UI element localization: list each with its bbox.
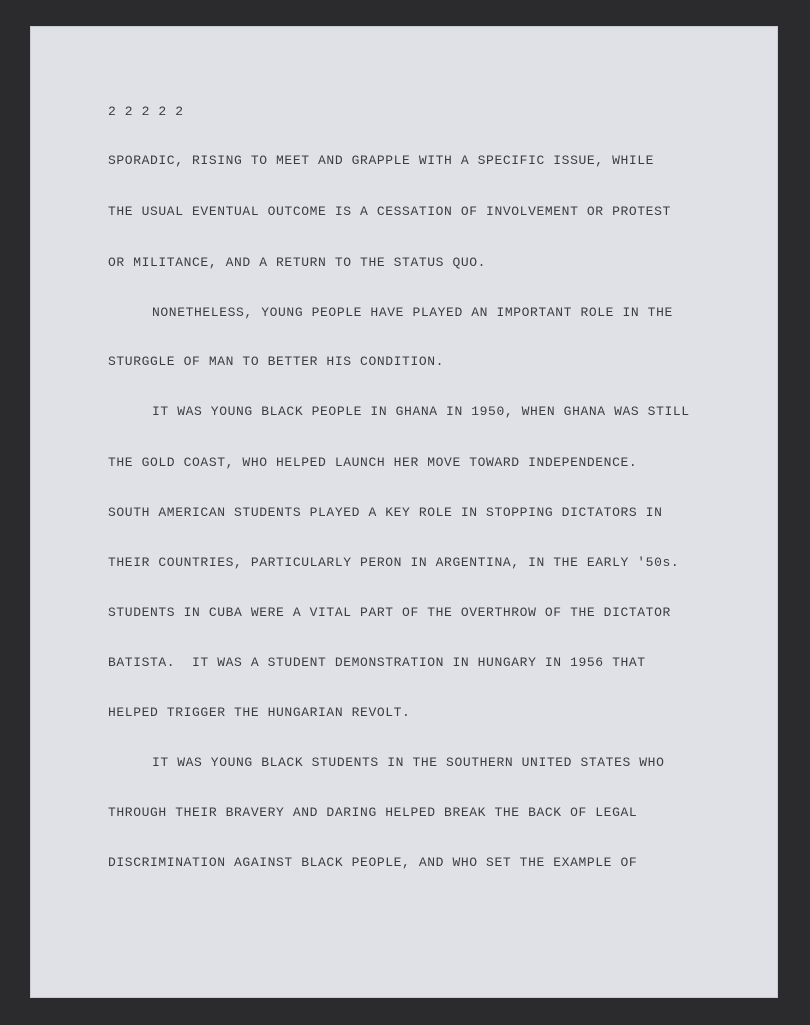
document-page (30, 26, 778, 998)
text-line: OR MILITANCE, AND A RETURN TO THE STATUS QUO. (108, 255, 487, 270)
text-line: THEIR COUNTRIES, PARTICULARLY PERON IN ARGENTINA, IN THE EARLY '50s. (108, 555, 680, 570)
text-line: STURGGLE OF MAN TO BETTER HIS CONDITION. (108, 354, 445, 369)
text-line: HELPED TRIGGER THE HUNGARIAN REVOLT. (108, 705, 411, 720)
text-line: BATISTA. IT WAS A STUDENT DEMONSTRATION IN HUNGARY IN 1956 THAT (108, 655, 646, 670)
text-line: DISCRIMINATION AGAINST BLACK PEOPLE, AND WHO SET THE EXAMPLE OF (108, 855, 638, 870)
text-line: THE GOLD COAST, WHO HELPED LAUNCH HER MOVE TOWARD INDEPENDENCE. (108, 455, 638, 470)
text-line: THROUGH THEIR BRAVERY AND DARING HELPED BREAK THE BACK OF LEGAL (108, 805, 638, 820)
text-line: SOUTH AMERICAN STUDENTS PLAYED A KEY ROLE IN STOPPING DICTATORS IN (108, 505, 663, 520)
paragraph-start-line: IT WAS YOUNG BLACK STUDENTS IN THE SOUTHERN UNITED STATES WHO (152, 755, 665, 770)
paragraph-start-line: NONETHELESS, YOUNG PEOPLE HAVE PLAYED AN IMPORTANT ROLE IN THE (152, 305, 673, 320)
page-number-marker: 2 2 2 2 2 (108, 104, 184, 119)
text-line: STUDENTS IN CUBA WERE A VITAL PART OF THE OVERTHROW OF THE DICTATOR (108, 605, 671, 620)
text-line: THE USUAL EVENTUAL OUTCOME IS A CESSATION OF INVOLVEMENT OR PROTEST (108, 204, 671, 219)
paragraph-start-line: IT WAS YOUNG BLACK PEOPLE IN GHANA IN 1950, WHEN GHANA WAS STILL (152, 404, 690, 419)
text-line: SPORADIC, RISING TO MEET AND GRAPPLE WITH A SPECIFIC ISSUE, WHILE (108, 153, 655, 168)
